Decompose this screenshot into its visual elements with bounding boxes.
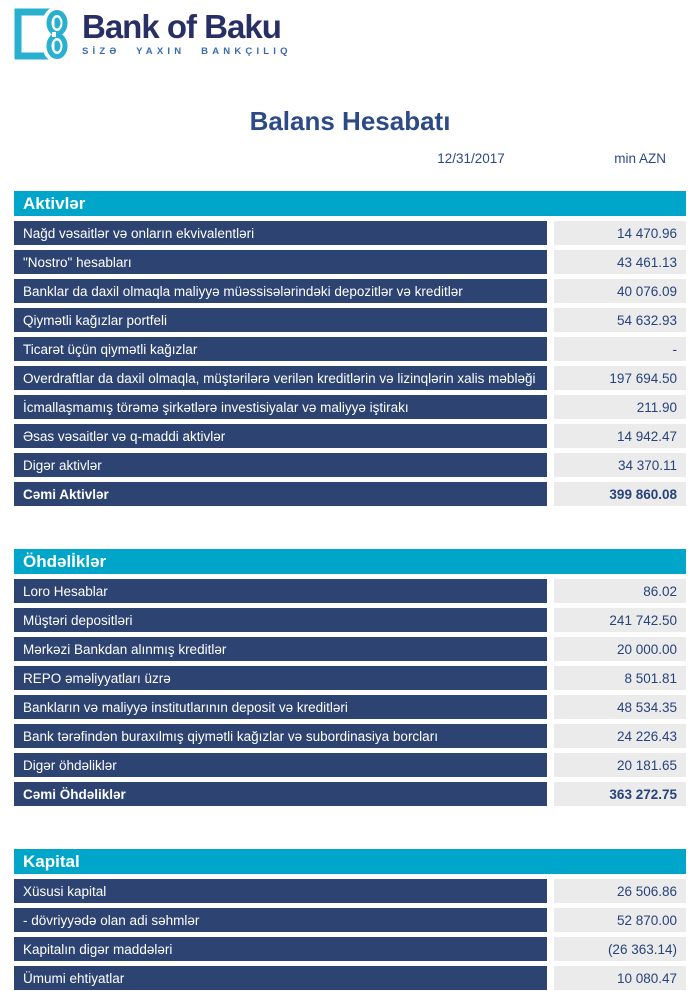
row-value: 86.02 — [554, 579, 686, 603]
table-row — [14, 908, 686, 932]
row-value: 48 534.35 — [554, 695, 686, 719]
row-value: 54 632.93 — [554, 308, 686, 332]
row-label: Banklar da daxil olmaqla maliyyə müəssisələrindəki depozitlər və kreditlər — [14, 279, 547, 303]
row-value: 241 742.50 — [554, 608, 686, 632]
row-label: Kapitalın digər maddələri — [14, 937, 547, 961]
row-label: Digər aktivlər — [14, 453, 547, 477]
table-row — [14, 782, 686, 806]
row-label: REPO əməliyyatları üzrə — [14, 666, 547, 690]
row-label: Overdraftlar da daxil olmaqla, müştərilərə verilən kreditlərin və lizinqlərin xalis məbləği — [14, 366, 547, 390]
table-row — [14, 250, 686, 274]
row-label: Əsas vəsaitlər və q-maddi aktivlər — [14, 424, 547, 448]
row-value: 8 501.81 — [554, 666, 686, 690]
row-label: Bankların və maliyyə institutlarının deposit və kreditləri — [14, 695, 547, 719]
report-date: 12/31/2017 — [437, 151, 505, 166]
table-row — [14, 221, 686, 245]
table-row — [14, 366, 686, 390]
row-value: 34 370.11 — [554, 453, 686, 477]
brand-header — [0, 0, 700, 74]
page-title: Balans Hesabatı — [249, 106, 451, 136]
row-value: 26 506.86 — [554, 879, 686, 903]
balance-sections — [0, 191, 700, 990]
table-row — [14, 966, 686, 990]
table-row — [14, 937, 686, 961]
table-row — [14, 424, 686, 448]
row-label: Ticarət üçün qiymətli kağızlar — [14, 337, 547, 361]
row-label: Ümumi ehtiyatlar — [14, 966, 547, 990]
row-label: Nağd vəsaitlər və onların ekvivalentləri — [14, 221, 547, 245]
brand-text — [82, 8, 292, 57]
section — [14, 191, 686, 506]
row-label: Cəmi Aktivlər — [14, 482, 547, 506]
table-row — [14, 879, 686, 903]
table-row — [14, 482, 686, 506]
row-label: Loro Hesablar — [14, 579, 547, 603]
section-header: Kapital — [14, 849, 686, 874]
section-header: Aktivlər — [14, 191, 686, 216]
table-row — [14, 337, 686, 361]
row-label: Cəmi Öhdəliklər — [14, 782, 547, 806]
row-label: İcmallaşmamış törəmə şirkətlərə investisiyalar və maliyyə iştirakı — [14, 395, 547, 419]
row-label: "Nostro" hesabları — [14, 250, 547, 274]
table-row — [14, 453, 686, 477]
row-label: Mərkəzi Bankdan alınmış kreditlər — [14, 637, 547, 661]
row-value: 20 000.00 — [554, 637, 686, 661]
row-value: 211.90 — [554, 395, 686, 419]
row-label: Qiymətli kağızlar portfeli — [14, 308, 547, 332]
row-value: 20 181.65 — [554, 753, 686, 777]
row-label: Bank tərəfindən buraxılmış qiymətli kağızlar və subordinasiya borcları — [14, 724, 547, 748]
section — [14, 549, 686, 806]
chain-link-logo-icon — [14, 8, 74, 64]
row-value: 24 226.43 — [554, 724, 686, 748]
row-label: Müştəri depositləri — [14, 608, 547, 632]
row-value: 363 272.75 — [554, 782, 686, 806]
table-row — [14, 666, 686, 690]
table-row — [14, 279, 686, 303]
row-value: 10 080.47 — [554, 966, 686, 990]
row-value: 40 076.09 — [554, 279, 686, 303]
table-row — [14, 579, 686, 603]
row-label: - dövriyyədə olan adi səhmlər — [14, 908, 547, 932]
row-value: 52 870.00 — [554, 908, 686, 932]
table-row — [14, 637, 686, 661]
table-row — [14, 724, 686, 748]
table-row — [14, 608, 686, 632]
section-header: Öhdəlİklər — [14, 549, 686, 574]
row-value: 14 470.96 — [554, 221, 686, 245]
report-meta — [14, 151, 686, 171]
row-value: 43 461.13 — [554, 250, 686, 274]
brand-name: Bank of Baku — [82, 8, 281, 45]
row-label: Digər öhdəliklər — [14, 753, 547, 777]
row-value: (26 363.14) — [554, 937, 686, 961]
row-label: Xüsusi kapital — [14, 879, 547, 903]
brand-tagline: SİZƏ YAXIN BANKÇILIQ — [82, 46, 292, 57]
row-value: - — [554, 337, 686, 361]
table-row — [14, 395, 686, 419]
table-row — [14, 753, 686, 777]
row-value: 197 694.50 — [554, 366, 686, 390]
table-row — [14, 695, 686, 719]
row-value: 399 860.08 — [554, 482, 686, 506]
currency-unit: min AZN — [614, 151, 666, 166]
row-value: 14 942.47 — [554, 424, 686, 448]
table-row — [14, 308, 686, 332]
section — [14, 849, 686, 990]
